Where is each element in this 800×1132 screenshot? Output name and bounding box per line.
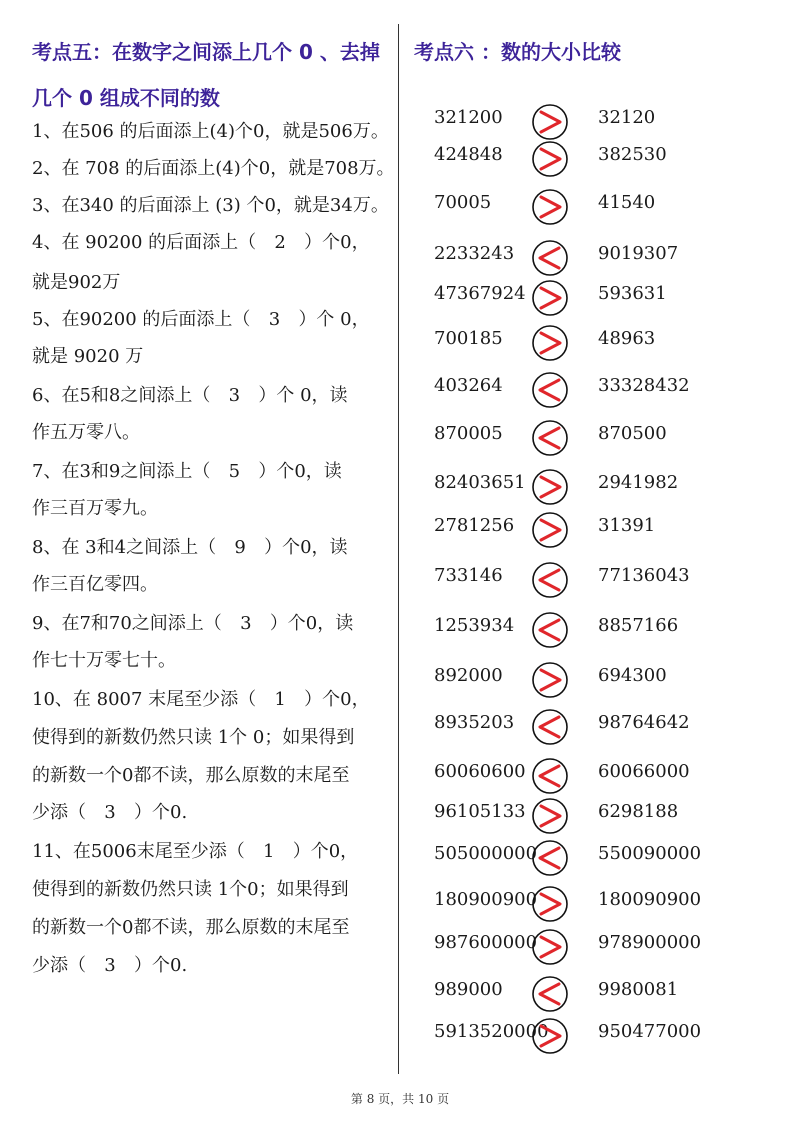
question-text: 5、在90200 的后面添上（ xyxy=(32,309,251,330)
question-text-suffix: ）个 0， xyxy=(298,309,370,330)
comparison-row xyxy=(0,187,800,227)
right-number: 978900000 xyxy=(598,932,702,953)
left-number: 180900900 xyxy=(434,889,538,910)
comparison-row xyxy=(0,510,800,550)
left-number: 403264 xyxy=(434,375,503,396)
question-text: 作七十万零七十。 xyxy=(32,650,176,671)
less-than-circle-icon xyxy=(530,974,570,1014)
question-text-suffix: ）个0， xyxy=(292,841,359,862)
left-number: 1253934 xyxy=(434,615,515,636)
right-number: 32120 xyxy=(598,107,656,128)
right-number: 382530 xyxy=(598,144,667,165)
question-text-suffix: ）个0，读 xyxy=(258,461,342,482)
section-heading-line1: 考点五：在数字之间添上几个 0 、去掉 xyxy=(32,40,380,64)
question-text-suffix: ）个0， xyxy=(304,232,370,253)
less-than-circle-icon xyxy=(530,707,570,747)
question-text-suffix: ）个0. xyxy=(134,802,188,823)
question-text-suffix: ）个0， xyxy=(304,689,370,710)
greater-than-circle-icon xyxy=(530,278,570,318)
comparison-row xyxy=(0,323,800,363)
left-number: 892000 xyxy=(434,665,503,686)
right-number: 60066000 xyxy=(598,761,690,782)
left-number: 2233243 xyxy=(434,243,515,264)
question-text: 少添（ xyxy=(32,802,86,823)
right-number: 8857166 xyxy=(598,615,679,636)
comparison-row xyxy=(0,974,800,1014)
less-than-circle-icon xyxy=(530,238,570,278)
less-than-circle-icon xyxy=(530,370,570,410)
right-number: 33328432 xyxy=(598,375,690,396)
greater-than-circle-icon xyxy=(530,323,570,363)
comparison-row xyxy=(0,838,800,878)
comparison-row xyxy=(0,1016,800,1056)
comparison-row xyxy=(0,278,800,318)
greater-than-circle-icon xyxy=(530,884,570,924)
right-number: 48963 xyxy=(598,328,656,349)
question-text-suffix: ）个 0，读 xyxy=(258,385,348,406)
question-text: 8、在 3和4之间添上（ xyxy=(32,537,217,558)
question-text: 的新数一个0都不读，那么原数的末尾至 xyxy=(32,765,350,786)
right-number: 950477000 xyxy=(598,1021,702,1042)
comparison-row xyxy=(0,610,800,650)
question-text-suffix: ）个0，读 xyxy=(264,537,348,558)
section-heading-line2: 几个 0 组成不同的数 xyxy=(32,86,220,110)
right-number: 31391 xyxy=(598,515,656,536)
right-number: 9980081 xyxy=(598,979,679,1000)
less-than-circle-icon xyxy=(530,756,570,796)
greater-than-circle-icon xyxy=(530,927,570,967)
question-text: 9、在7和70之间添上（ xyxy=(32,613,222,634)
right-number: 180090900 xyxy=(598,889,702,910)
less-than-circle-icon xyxy=(530,838,570,878)
less-than-circle-icon xyxy=(530,560,570,600)
right-number: 593631 xyxy=(598,283,667,304)
question-text: 4、在 90200 的后面添上（ xyxy=(32,232,257,253)
question-text: 2、在 708 的后面添上(4)个0，就是708万。 xyxy=(32,158,395,179)
greater-than-circle-icon xyxy=(530,1016,570,1056)
question-text-suffix: ）个0，读 xyxy=(269,613,354,634)
left-number: 47367924 xyxy=(434,283,526,304)
right-number: 41540 xyxy=(598,192,656,213)
less-than-circle-icon xyxy=(530,418,570,458)
question-text: 7、在3和9之间添上（ xyxy=(32,461,211,482)
answer-value: 5 xyxy=(228,461,241,482)
answer-value: 1 xyxy=(274,689,286,710)
answer-value: 1 xyxy=(262,841,275,862)
comparison-row xyxy=(0,796,800,836)
question-text: 11、在5006末尾至少添（ xyxy=(32,841,245,862)
comparison-row xyxy=(0,560,800,600)
answer-value: 3 xyxy=(268,309,281,330)
question-text: 使得到的新数仍然只读 1个0；如果得到 xyxy=(32,879,349,900)
greater-than-circle-icon xyxy=(530,467,570,507)
comparison-row xyxy=(0,467,800,507)
left-number: 700185 xyxy=(434,328,503,349)
question-text: 10、在 8007 末尾至少添（ xyxy=(32,689,257,710)
comparison-row xyxy=(0,660,800,700)
answer-value: 3 xyxy=(104,955,116,976)
right-number: 9019307 xyxy=(598,243,679,264)
question-text: 1、在506 的后面添上(4)个0，就是506万。 xyxy=(32,121,389,142)
comparison-row xyxy=(0,370,800,410)
question-text: 3、在340 的后面添上 (3) 个0，就是34万。 xyxy=(32,195,389,216)
left-number: 870005 xyxy=(434,423,503,444)
comparison-row xyxy=(0,238,800,278)
page-footer: 第 8 页，共 10 页 xyxy=(350,1092,450,1106)
left-number: 987600000 xyxy=(434,932,538,953)
answer-value: 3 xyxy=(228,385,241,406)
left-number: 70005 xyxy=(434,192,492,213)
answer-value: 3 xyxy=(104,802,116,823)
right-number: 870500 xyxy=(598,423,667,444)
question-text: 作五万零八。 xyxy=(32,422,140,443)
greater-than-circle-icon xyxy=(530,796,570,836)
right-number: 2941982 xyxy=(598,472,679,493)
question-text: 6、在5和8之间添上（ xyxy=(32,385,211,406)
right-number: 694300 xyxy=(598,665,667,686)
question-text: 作三百万零九。 xyxy=(32,498,158,519)
left-number: 60060600 xyxy=(434,761,526,782)
left-number: 2781256 xyxy=(434,515,515,536)
question-text: 就是902万 xyxy=(32,272,121,293)
less-than-circle-icon xyxy=(530,610,570,650)
left-number: 733146 xyxy=(434,565,503,586)
question-text-suffix: ）个0. xyxy=(134,955,188,976)
question-text: 就是 9020 万 xyxy=(32,346,144,367)
left-number: 96105133 xyxy=(434,801,526,822)
right-section-title: 考点六 ：数的大小比较 xyxy=(414,40,621,64)
comparison-row xyxy=(0,139,800,179)
left-number: 5913520000 xyxy=(434,1021,549,1042)
answer-value: 9 xyxy=(234,537,246,558)
comparison-row xyxy=(0,884,800,924)
question-text: 使得到的新数仍然只读 1个 0；如果得到 xyxy=(32,727,355,748)
right-number: 98764642 xyxy=(598,712,690,733)
right-number: 6298188 xyxy=(598,801,679,822)
comparison-row xyxy=(0,418,800,458)
left-number: 505000000 xyxy=(434,843,538,864)
left-number: 82403651 xyxy=(434,472,526,493)
greater-than-circle-icon xyxy=(530,660,570,700)
question-text: 作三百亿零四。 xyxy=(32,574,158,595)
question-text: 的新数一个0都不读，那么原数的末尾至 xyxy=(32,917,350,938)
right-number: 77136043 xyxy=(598,565,690,586)
right-number: 550090000 xyxy=(598,843,702,864)
left-number: 321200 xyxy=(434,107,503,128)
left-number: 989000 xyxy=(434,979,503,1000)
answer-value: 3 xyxy=(240,613,252,634)
comparison-row xyxy=(0,756,800,796)
answer-value: 2 xyxy=(274,232,286,253)
comparison-row xyxy=(0,927,800,967)
greater-than-circle-icon xyxy=(530,187,570,227)
greater-than-circle-icon xyxy=(530,102,570,142)
comparison-row xyxy=(0,707,800,747)
question-text: 少添（ xyxy=(32,955,86,976)
left-number: 424848 xyxy=(434,144,503,165)
greater-than-circle-icon xyxy=(530,510,570,550)
greater-than-circle-icon xyxy=(530,139,570,179)
comparison-row xyxy=(0,102,800,142)
left-number: 8935203 xyxy=(434,712,515,733)
